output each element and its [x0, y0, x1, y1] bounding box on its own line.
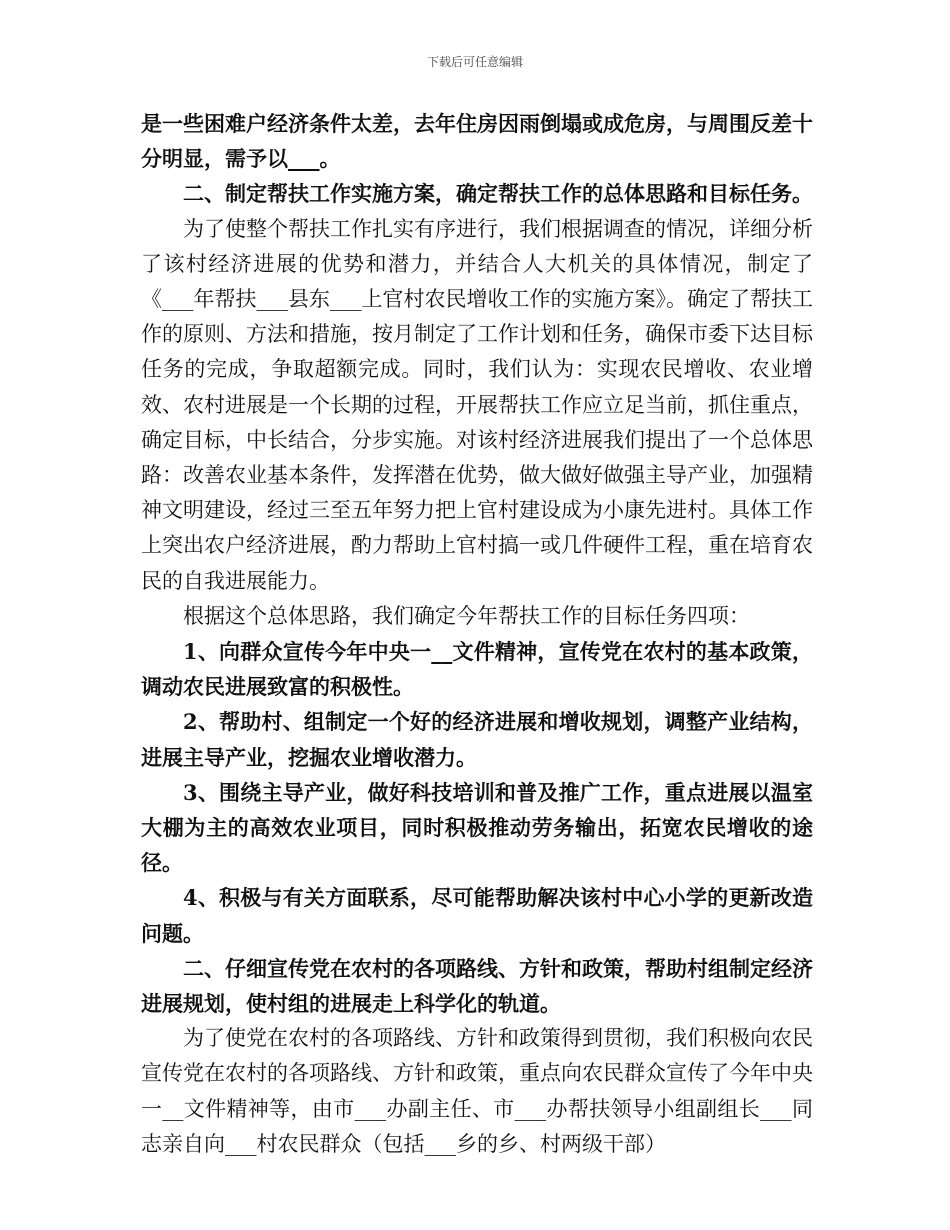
task-item-3: 3、围绕主导产业，做好科技培训和普及推广工作，重点进展以温室大棚为主的高效农业项目，同时积极推动劳务输出，拓宽农民增收的途径。 — [141, 779, 813, 876]
task-item-2: 2、帮助村、组制定一个好的经济进展和增收规划，调整产业结构，进展主导产业，挖掘农业增收潜力。 — [141, 709, 813, 770]
task-item-4: 4、积极与有关方面联系，尽可能帮助解决该村中心小学的更新改造问题。 — [141, 885, 813, 946]
section-heading-2: 二、制定帮扶工作实施方案，确定帮扶工作的总体思路和目标任务。 — [183, 181, 813, 207]
paragraph-10: 为了使党在农村的各项路线、方针和政策得到贯彻，我们积极向农民宣传党在农村的各项路线、方针和政策，重点向农民群众宣传了今年中央一__文件精神等，由市___办副主任、市___办帮扶领导小组副组长___同志亲自向___村农民群众（包括___乡的乡、村两级干部） — [141, 1026, 813, 1156]
page-header-note: 下载后可任意编辑 — [426, 55, 523, 69]
paragraph-4: 根据这个总体思路，我们确定今年帮扶工作的目标任务四项： — [183, 603, 750, 628]
task-item-1: 1、向群众宣传今年中央一__文件精神，宣传党在农村的基本政策，调动农民进展致富的积极性。 — [141, 639, 813, 700]
section-heading-3: 二、仔细宣传党在农村的各项路线、方针和政策，帮助村组制定经济进展规划，使村组的进展走上科学化的轨道。 — [141, 955, 813, 1017]
paragraph-1: 是一些困难户经济条件太差，去年住房因雨倒塌或成危房，与周围反差十分明显，需予以___。 — [141, 111, 813, 172]
paragraph-3: 为了使整个帮扶工作扎实有序进行，我们根据调查的情况，详细分析了该村经济进展的优势和潜力，并结合人大机关的具体情况，制定了《___年帮扶___县东___上官村农民增收工作的实施方案》。确定了帮扶工作的原则、方法和措施，按月制定了工作计划和任务，确保市委下达目标任务的完成，争取超额完成。同时，我们认为：实现农民增收、农业增效、农村进展是一个长期的过程，开展帮扶工作应立足当前，抓住重点，确定目标，中长结合，分步实施。对该村经济进展我们提出了一个总体思路：改善农业基本条件，发挥潜在优势，做大做好做强主导产业，加强精神文明建设，经过三至五年努力把上官村建设成为小康先进村。具体工作上突出农户经济进展，酌力帮助上官村搞一或几件硬件工程，重在培育农民的自我进展能力。 — [141, 216, 813, 593]
document-body — [141, 106, 813, 1162]
